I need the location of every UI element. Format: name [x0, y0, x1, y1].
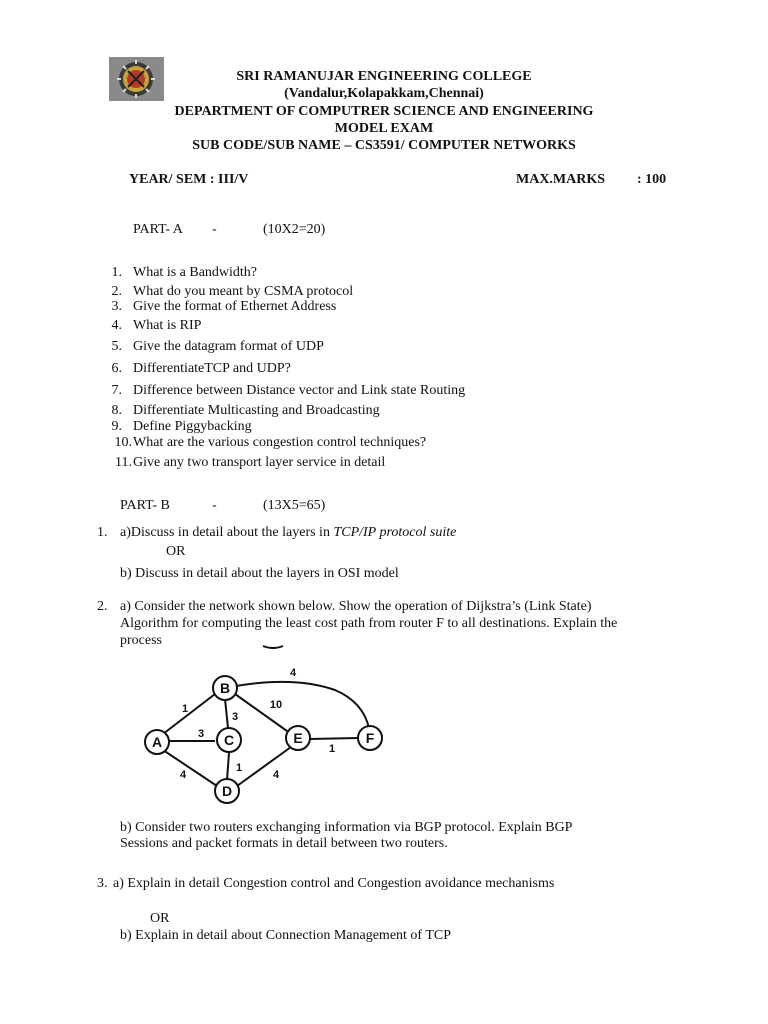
node-label-a: A [151, 734, 163, 750]
part-b-q2-a-line3: process [120, 633, 162, 648]
question-number: 4. [111, 318, 122, 333]
part-b-q3-b: b) Explain in detail about Connection Management of TCP [120, 928, 452, 943]
edge-cost-e-f: 1 [328, 743, 336, 755]
question-text: What is a Bandwidth? [133, 265, 258, 280]
part-b-q2-a-line2: Algorithm for computing the least cost path from router F to all destinations. Explain the [120, 616, 618, 631]
edge-a-d [163, 750, 217, 786]
question-number: 10. [114, 435, 132, 450]
part-b-q3-or: OR [150, 911, 170, 926]
part-b-q3-a: a) Explain in detail Congestion control and Congestion avoidance mechanisms [113, 876, 555, 891]
college-name: SRI RAMANUJAR ENGINEERING COLLEGE [236, 69, 532, 84]
edge-e-f [310, 738, 358, 739]
part-b-q1-a-text: a)Discuss in detail about the layers in [120, 525, 330, 540]
question-number: 5. [111, 339, 122, 354]
question-text: Differentiate Multicasting and Broadcasting [133, 403, 380, 418]
question-number: 11. [115, 455, 132, 470]
question-text: What do you meant by CSMA protocol [133, 284, 354, 299]
part-b-q1-number: 1. [97, 525, 108, 540]
diagram-arc-mark [263, 646, 283, 648]
question-text: Give the datagram format of UDP [133, 339, 324, 354]
edge-d-e [237, 747, 291, 786]
question-number: 9. [111, 419, 122, 434]
node-label-e: E [293, 730, 303, 746]
question-number: 2. [111, 284, 122, 299]
edge-cost-c-d: 1 [235, 762, 243, 774]
part-b-q2-b-line1: b) Consider two routers exchanging information via BGP protocol. Explain BGP [120, 820, 573, 835]
part-b-dash: - [212, 498, 217, 513]
edge-a-b [163, 694, 215, 734]
question-number: 7. [111, 383, 122, 398]
node-label-f: F [365, 730, 375, 746]
edge-cost-a-b: 1 [181, 703, 189, 715]
edge-cost-b-e: 10 [269, 699, 283, 711]
question-text: What is RIP [133, 318, 202, 333]
edge-b-c [225, 699, 228, 728]
part-b-label: PART- B [120, 498, 170, 513]
node-label-d: D [221, 783, 233, 799]
exam-title: MODEL EXAM [334, 121, 434, 136]
part-b-q2-a-line1: a) Consider the network shown below. Show the operation of Dijkstra’s (Link State) [120, 599, 592, 614]
part-b-q1-or: OR [166, 544, 186, 559]
question-text: What are the various congestion control techniques? [133, 435, 427, 450]
question-number: 3. [111, 299, 122, 314]
subject-title: SUB CODE/SUB NAME – CS3591/ COMPUTER NETWORKS [192, 138, 576, 153]
question-number: 1. [111, 265, 122, 280]
edge-cost-d-e: 4 [272, 769, 280, 781]
question-text: Define Piggybacking [133, 419, 252, 434]
question-text: Give the format of Ethernet Address [133, 299, 337, 314]
part-b-q1-a [120, 524, 456, 541]
edge-cost-a-c: 3 [197, 728, 205, 740]
part-b-q2-number: 2. [97, 599, 108, 614]
edge-cost-b-f: 4 [289, 667, 297, 679]
max-marks-value: : 100 [637, 172, 667, 187]
question-number: 8. [111, 403, 122, 418]
part-b-q3-number: 3. [97, 876, 108, 891]
part-b-marks: (13X5=65) [263, 498, 326, 513]
part-b-q1-a-italic: TCP/IP protocol suite [333, 525, 457, 540]
edge-b-f [236, 682, 369, 728]
part-b-q1-b: b) Discuss in detail about the layers in OSI model [120, 566, 399, 581]
max-marks-label: MAX.MARKS [516, 172, 606, 187]
edge-c-d [227, 753, 229, 780]
edge-cost-a-d: 4 [179, 769, 187, 781]
question-number: 6. [111, 361, 122, 376]
department-name: DEPARTMENT OF COMPUTRER SCIENCE AND ENGINEERING [174, 104, 594, 119]
question-text: DifferentiateTCP and UDP? [133, 361, 291, 376]
part-a-dash: - [212, 222, 217, 237]
college-location: (Vandalur,Kolapakkam,Chennai) [284, 86, 484, 101]
question-text: Give any two transport layer service in detail [133, 455, 386, 470]
node-label-b: B [219, 680, 231, 696]
node-label-c: C [223, 732, 235, 748]
network-diagram [135, 640, 395, 810]
part-a-label: PART- A [133, 222, 183, 237]
question-text: Difference between Distance vector and Link state Routing [133, 383, 466, 398]
part-a-marks: (10X2=20) [263, 222, 326, 237]
edge-cost-b-c: 3 [231, 711, 239, 723]
year-sem: YEAR/ SEM : III/V [129, 172, 249, 187]
part-b-q2-b-line2: Sessions and packet formats in detail between two routers. [120, 836, 448, 851]
